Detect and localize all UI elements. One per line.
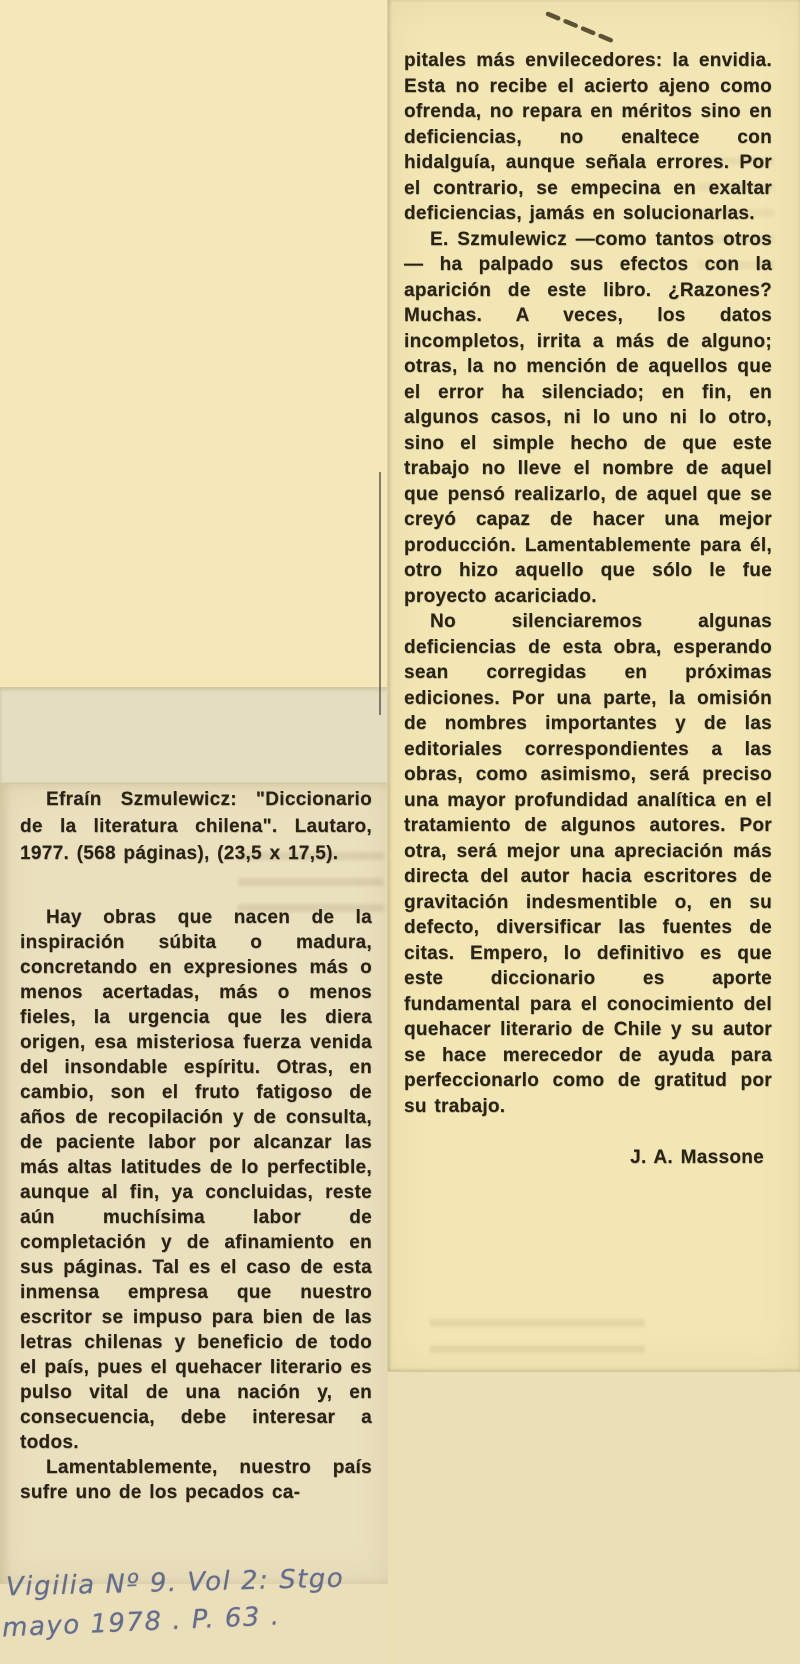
column-rule [379, 472, 381, 715]
right-paragraph-3: No silenciaremos algunas deficiencias de esta obra, esperando sean corregidas en próximas ediciones. Por una parte, la omisión de nombres importantes y de las editoriales correspondientes a las obras, como asimismo, será preciso una mayor profundidad analítica en el tratamiento de algunos autores. Por otra, será mejor una apreciación más directa del autor hacia escritores de gravitación indesmentible o, en su defecto, diversificar las fuentes de citas. Empero, lo definitivo es que este diccionario es aporte fundamental para el conocimiento del quehacer literario de Chile y su autor se hace merecedor de ayuda para perfeccionarlo como de gratitud por su trabajo. [404, 611, 772, 1117]
book-reference: Efraín Szmulewicz: "Diccionario de la literatura chilena". Lautaro, 1977. (568 páginas), (23,5 x 17,5). [20, 789, 372, 864]
paper-seam [0, 783, 390, 784]
paper-seam [0, 687, 390, 688]
right-column [404, 48, 772, 1171]
right-paragraph-2: E. Szmulewicz —como tantos otros— ha palpado sus efectos con la aparición de este libro. ¿Razones? Muchas. A veces, los datos incompletos, irrita a más de alguno; otras, la no mención de aquellos que el error ha silenciado; en fin, en algunos casos, ni lo uno ni lo otro, sino el simple hecho de que este trabajo no lleve el nombre de aquel que pensó realizarlo, de aquel que se creyó capaz de hacer una mejor producción. Lamentablemente para él, otro hizo aquello que sólo le fue proyecto acariciado. [404, 228, 772, 607]
right-paragraph-1: pitales más envilecedores: la envidia. Esta no recibe el acierto ajeno como ofrenda, no repara en méritos sino en deficiencias, no enaltece con hidalguía, aunque señala errores. Por el contrario, se empecina en exaltar deficiencias, jamás en solucionarlas. [404, 50, 772, 224]
left-paragraph-2: Lamentablemente, nuestro país sufre uno de los pecados ca- [20, 1457, 372, 1503]
handwritten-citation-line-1: Vigilia Nº 9. Vol 2: Stgo [5, 1563, 345, 1603]
left-paragraph-1: Hay obras que nacen de la inspiración súbita o madura, concretando en expresiones más o menos acertadas, más o menos fieles, la urgencia que les diera origen, esa misteriosa fuerza venida del insondable espíritu. Otras, en cambio, son el fruto fatigoso de años de recopilación y de consulta, de paciente labor por alcanzar las más altas latitudes de lo perfectible, aunque al fin, ya concluidas, reste aún muchísima labor de completación y de afinamiento en sus páginas. Tal es el caso de esta inmensa empresa que nuestro escritor se impuso para bien de las letras chilenas y beneficio de todo el país, pues el quehacer literario es pulso vital de una nación y, en consecuencia, debe interesar a todos. [20, 907, 372, 1453]
left-column [20, 786, 372, 1505]
paper-seam [388, 1371, 800, 1372]
paper-background-bottom-right [388, 1372, 800, 1664]
paper-background-top-left [0, 0, 390, 688]
paper-seam-band [0, 688, 390, 784]
column-divider-seam [387, 0, 388, 1372]
author-signature: J. A. Massone [630, 1147, 764, 1168]
handwritten-citation-line-2: mayo 1978 . P. 63 . [1, 1601, 282, 1644]
pen-mark-icon [540, 4, 635, 52]
ink-bleedthrough [430, 1312, 645, 1354]
handwritten-citation [1, 1563, 345, 1644]
